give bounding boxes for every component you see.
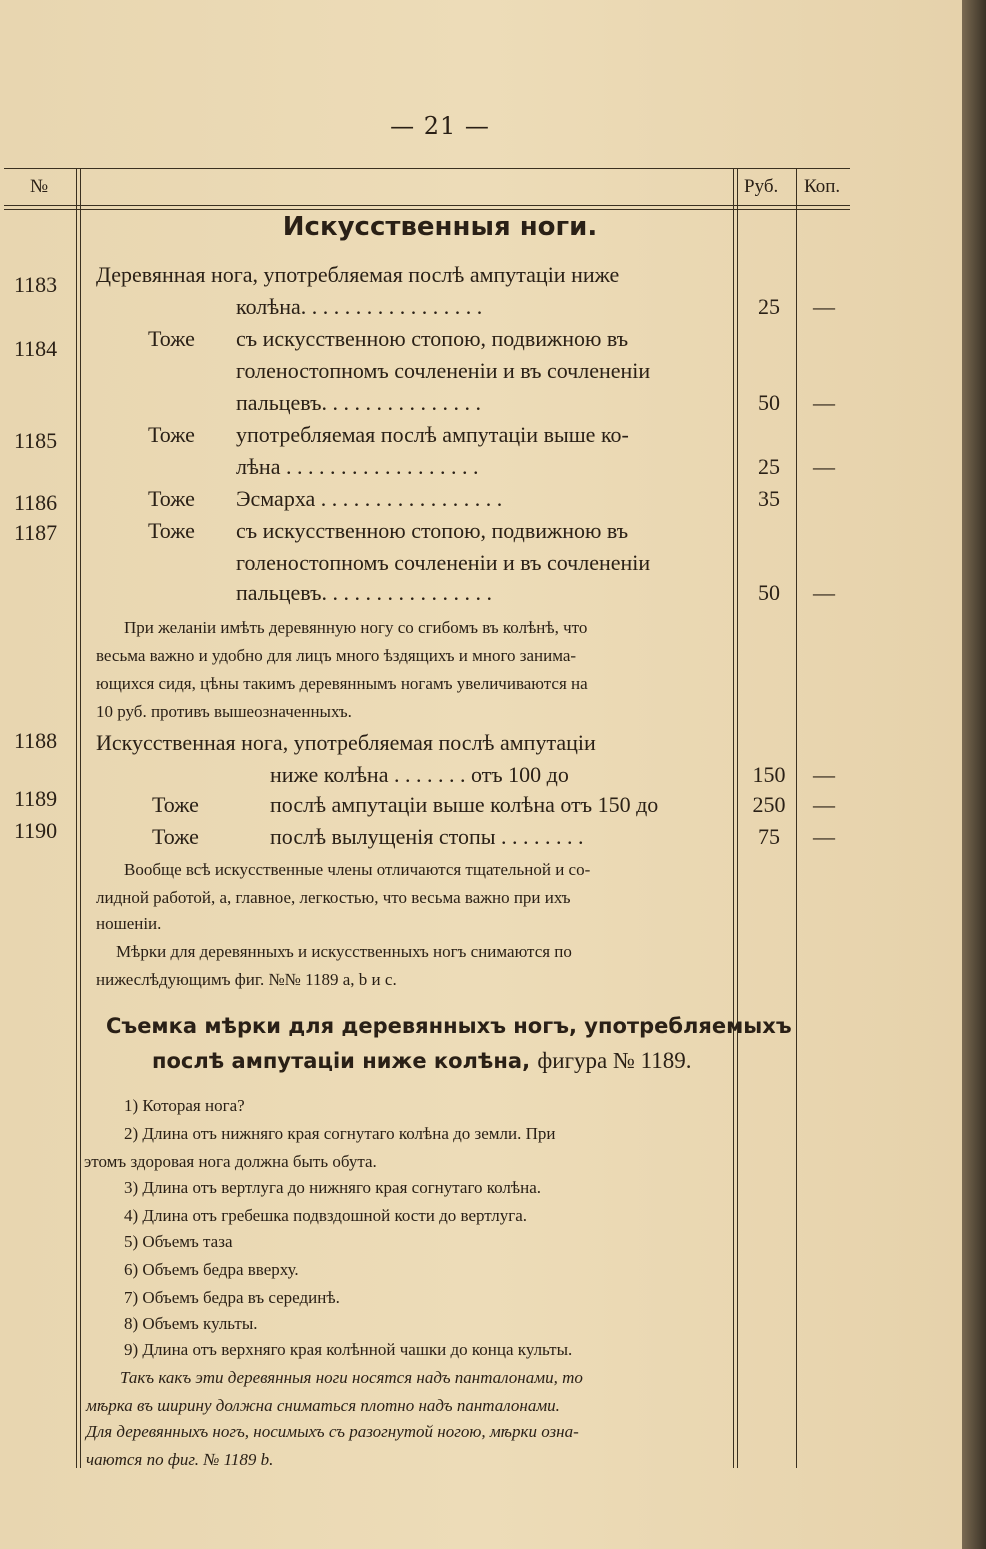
item-number: 1190	[14, 818, 58, 843]
measure-step: 2) Длина отъ нижняго края согнутаго колѣна до земли. При	[124, 1124, 556, 1143]
note-line: весьма важно и удобно для лицъ много ѣздящихъ и много занима-	[96, 646, 577, 665]
item-text: Искусственная нога, употребляемая послѣ ампутацiи	[96, 730, 596, 755]
item-number: 1183	[14, 272, 58, 297]
item-price-rub: 25	[758, 454, 780, 479]
col-header-rub: Руб.	[744, 176, 779, 197]
measure-step: этомъ здоровая нога должна быть обута.	[84, 1152, 377, 1171]
item-label: Тоже	[148, 326, 195, 351]
item-number: 1186	[14, 490, 58, 515]
book-spine	[962, 0, 986, 1549]
kop-column-rule	[796, 168, 797, 1468]
item-text: съ искусственною стопою, подвижною въ	[236, 326, 629, 351]
measure-step: 5) Объемъ таза	[124, 1232, 233, 1251]
item-number: 1189	[14, 786, 58, 811]
subsection-heading-bold: послѣ ампутацiи ниже колѣна,	[152, 1049, 531, 1073]
item-text: голеностопномъ сочлененiи и въ сочлененiи	[236, 550, 651, 575]
italic-note-line: мѣрка въ ширину должна сниматься плотно надъ панталонами.	[86, 1396, 560, 1415]
rub-column-rule	[733, 168, 734, 1468]
col-header-kop: Коп.	[804, 176, 841, 197]
note-line: Мѣрки для деревянныхъ и искусственныхъ ногъ снимаются по	[116, 942, 572, 961]
note-line: ношенiи.	[96, 914, 162, 933]
item-price-rub: 50	[758, 390, 780, 415]
item-price-kop: —	[813, 294, 835, 319]
item-text: пальцевъ. . . . . . . . . . . . . . . .	[236, 580, 492, 605]
item-text: ниже колѣна . . . . . . . отъ 100 до	[270, 762, 569, 787]
item-price-kop: —	[813, 824, 835, 849]
item-label: Тоже	[148, 422, 195, 447]
item-text: послѣ ампутацiи выше колѣна отъ 150 до	[270, 792, 659, 817]
item-text: послѣ вылущенiя стопы . . . . . . . .	[270, 824, 584, 849]
item-text: съ искусственною стопою, подвижною въ	[236, 518, 629, 543]
subsection-heading-line2	[152, 1048, 692, 1074]
item-price-rub: 35	[758, 486, 780, 511]
item-number: 1185	[14, 428, 58, 453]
item-price-kop: —	[813, 762, 835, 787]
measure-step: 1) Которая нога?	[124, 1096, 245, 1115]
item-text: лѣна . . . . . . . . . . . . . . . . . .	[236, 454, 479, 479]
item-number: 1184	[14, 336, 58, 361]
subsection-heading-figure: фигура № 1189.	[537, 1048, 692, 1073]
note-line: лидной работой, а, главное, легкостью, что весьма важно при ихъ	[96, 888, 571, 907]
table-top-rule	[4, 168, 850, 169]
item-price-rub: 250	[752, 792, 786, 817]
item-price-kop: —	[813, 454, 835, 479]
measure-step: 8) Объемъ культы.	[124, 1314, 258, 1333]
item-text: пальцевъ. . . . . . . . . . . . . . .	[236, 390, 481, 415]
note-line: 10 руб. противъ вышеозначенныхъ.	[96, 702, 352, 721]
italic-note-line: чаются по фиг. № 1189 b.	[86, 1450, 274, 1469]
item-label: Тоже	[152, 824, 199, 849]
item-price-rub: 25	[758, 294, 780, 319]
measure-step: 7) Объемъ бедра въ серединѣ.	[124, 1288, 340, 1307]
item-text: голеностопномъ сочлененiи и въ сочлененiи	[236, 358, 651, 383]
measure-step: 4) Длина отъ гребешка подвздошной кости до вертлуга.	[124, 1206, 528, 1225]
measure-step: 9) Длина отъ верхняго края колѣнной чашки до конца культы.	[124, 1340, 573, 1359]
table-header-rule	[4, 205, 850, 206]
page-number: — 21 —	[390, 112, 490, 140]
item-text: употребляемая послѣ ампутацiи выше ко-	[236, 422, 629, 447]
item-price-kop: —	[813, 792, 835, 817]
note-line: ющихся сидя, цѣны такимъ деревяннымъ ногамъ увеличиваются на	[96, 674, 588, 693]
note-line: При желанiи имѣть деревянную ногу со сгибомъ въ колѣнѣ, что	[124, 618, 588, 637]
item-price-rub: 50	[758, 580, 780, 605]
col-header-num: №	[30, 176, 49, 197]
item-label: Тоже	[148, 486, 195, 511]
subsection-heading: Съемка мѣрки для деревянныхъ ногъ, употребляемыхъ	[106, 1014, 792, 1038]
item-label: Тоже	[148, 518, 195, 543]
item-text: Деревянная нога, употребляемая послѣ ампутацiи ниже	[96, 262, 620, 287]
note-line: Вообще всѣ искусственные члены отличаются тщательной и со-	[124, 860, 591, 879]
italic-note-line: Такъ какъ эти деревянныя ноги носятся надъ панталонами, то	[120, 1368, 583, 1387]
measure-step: 3) Длина отъ вертлуга до нижняго края согнутаго колѣна.	[124, 1178, 542, 1197]
italic-note-line: Для деревянныхъ ногъ, носимыхъ съ разогнутой ногою, мѣрки озна-	[86, 1422, 579, 1441]
item-label: Тоже	[152, 792, 199, 817]
measure-step: 6) Объемъ бедра вверху.	[124, 1260, 299, 1279]
item-price-rub: 75	[758, 824, 780, 849]
item-number: 1188	[14, 728, 58, 753]
item-text: Эсмарха . . . . . . . . . . . . . . . . .	[236, 486, 503, 511]
num-column-rule	[76, 168, 77, 1468]
rub-column-rule-2	[737, 168, 738, 1468]
note-line: нижеслѣдующимъ фиг. №№ 1189 a, b и c.	[96, 970, 397, 989]
item-price-kop: —	[813, 390, 835, 415]
table-header-rule-2	[4, 209, 850, 210]
item-number: 1187	[14, 520, 58, 545]
item-text: колѣна. . . . . . . . . . . . . . . . .	[236, 294, 483, 319]
num-column-rule-2	[80, 168, 81, 1468]
item-price-rub: 150	[752, 762, 786, 787]
section-title: Искусственныя ноги.	[282, 212, 598, 242]
item-price-kop: —	[813, 580, 835, 605]
